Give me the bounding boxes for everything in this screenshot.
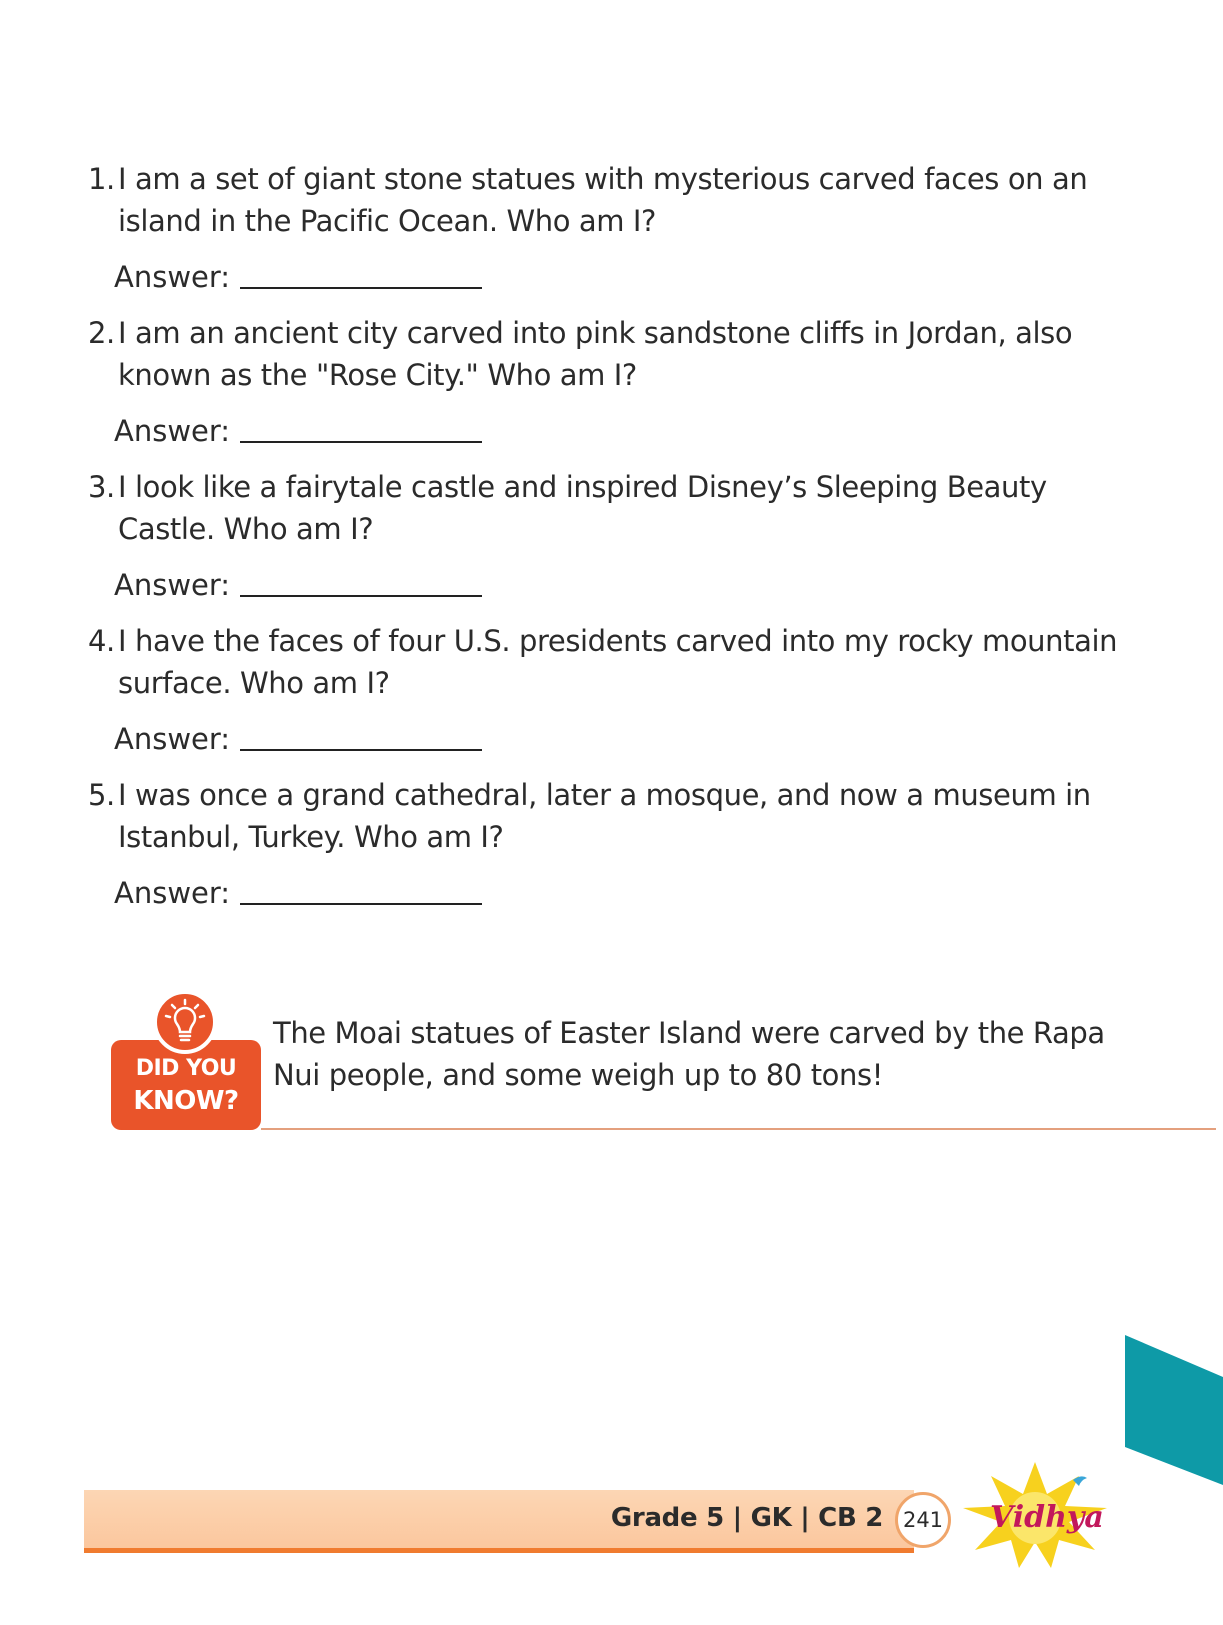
question-number: 1.: [88, 162, 115, 196]
did-you-know-text: The Moai statues of Easter Island were carved by the Rapa Nui people, and some weigh up to 80 tons!: [273, 1016, 1105, 1092]
question-text: [88, 774, 1128, 858]
question-body: I am an ancient city carved into pink sandstone cliffs in Jordan, also known as the "Rose City." Who am I?: [118, 316, 1073, 392]
question-text: [88, 312, 1128, 396]
answer-blank[interactable]: [240, 902, 482, 905]
question-body: I look like a fairytale castle and inspired Disney’s Sleeping Beauty Castle. Who am I?: [118, 470, 1047, 546]
footer-label: Grade 5 | GK | CB 2: [610, 1503, 883, 1533]
question-text: [88, 158, 1128, 242]
answer-blank[interactable]: [240, 286, 482, 289]
page-number: 241: [895, 1492, 951, 1548]
badge-line-1: DID YOU: [135, 1056, 237, 1081]
question-body: I am a set of giant stone statues with mysterious carved faces on an island in the Pacific Ocean. Who am I?: [118, 162, 1088, 238]
divider: [261, 1128, 1216, 1130]
answer-row: [114, 564, 1128, 606]
did-you-know-box: [111, 990, 1111, 1140]
answer-label: Answer:: [114, 876, 231, 910]
question-item: [88, 774, 1128, 914]
question-item: [88, 466, 1128, 606]
question-number: 5.: [88, 778, 115, 812]
answer-blank[interactable]: [240, 440, 482, 443]
answer-label: Answer:: [114, 722, 231, 756]
answer-label: Answer:: [114, 568, 231, 602]
badge-line-2: KNOW?: [133, 1086, 239, 1116]
question-item: [88, 158, 1128, 298]
answer-label: Answer:: [114, 414, 231, 448]
lightbulb-icon: [153, 990, 217, 1054]
question-body: I have the faces of four U.S. presidents carved into my rocky mountain surface. Who am I?: [118, 624, 1118, 700]
question-text: [88, 620, 1128, 704]
question-text: [88, 466, 1128, 550]
question-item: [88, 312, 1128, 452]
teal-corner-shape: [1125, 1335, 1223, 1485]
answer-label: Answer:: [114, 260, 231, 294]
answer-blank[interactable]: [240, 594, 482, 597]
answer-row: [114, 718, 1128, 760]
answer-blank[interactable]: [240, 748, 482, 751]
question-number: 3.: [88, 470, 115, 504]
answer-row: [114, 256, 1128, 298]
question-item: [88, 620, 1128, 760]
question-number: 4.: [88, 624, 115, 658]
question-number: 2.: [88, 316, 115, 350]
answer-row: [114, 872, 1128, 914]
question-list: [88, 158, 1128, 928]
logo-text: Vidhya: [990, 1500, 1104, 1535]
answer-row: [114, 410, 1128, 452]
question-body: I was once a grand cathedral, later a mosque, and now a museum in Istanbul, Turkey. Who am I?: [118, 778, 1091, 854]
